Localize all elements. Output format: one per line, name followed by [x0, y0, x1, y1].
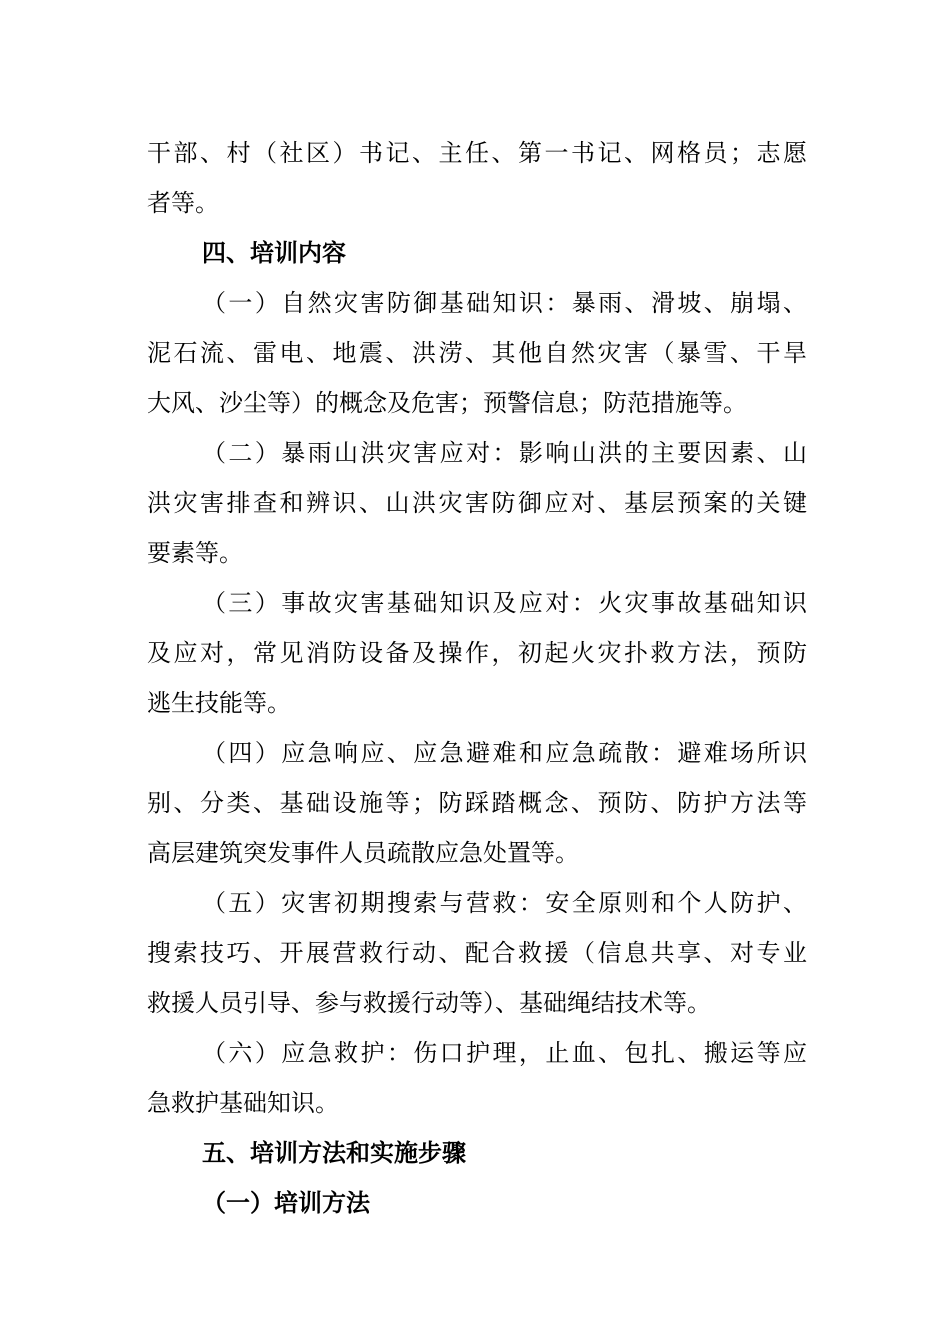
- section-heading: [147, 228, 807, 278]
- body-paragraph: [147, 1028, 807, 1128]
- paragraph-line: 要素等。: [147, 539, 243, 567]
- heading-text: 五、培训方法和实施步骤: [202, 1139, 466, 1167]
- document-page: [147, 128, 807, 1228]
- paragraph-line: （五）灾害初期搜索与营救：安全原则和个人防护、: [202, 889, 807, 917]
- body-paragraph: [147, 128, 807, 228]
- paragraph-line: 泥石流、雷电、地震、洪涝、其他自然灾害（暴雪、干旱: [147, 339, 807, 367]
- paragraph-line: 大风、沙尘等）的概念及危害；预警信息；防范措施等。: [147, 389, 747, 417]
- paragraph-line: 救援人员引导、参与救援行动等）、基础绳结技术等。: [147, 989, 711, 1017]
- body-paragraph: [147, 278, 807, 428]
- paragraph-line: 及应对，常见消防设备及操作，初起火灾扑救方法，预防: [147, 639, 807, 667]
- body-paragraph: [147, 878, 807, 1028]
- paragraph-line: 急救护基础知识。: [147, 1089, 339, 1117]
- paragraph-line: 者等。: [147, 189, 219, 217]
- paragraph-line: 高层建筑突发事件人员疏散应急处置等。: [147, 839, 579, 867]
- body-paragraph: [147, 578, 807, 728]
- paragraph-line: （六）应急救护：伤口护理，止血、包扎、搬运等应: [202, 1039, 807, 1067]
- body-paragraph: [147, 428, 807, 578]
- paragraph-line: （三）事故灾害基础知识及应对：火灾事故基础知识: [202, 589, 807, 617]
- paragraph-line: 别、分类、基础设施等；防踩踏概念、预防、防护方法等: [147, 789, 807, 817]
- paragraph-line: 搜索技巧、开展营救行动、配合救援（信息共享、对专业: [147, 939, 807, 967]
- paragraph-line: （二）暴雨山洪灾害应对：影响山洪的主要因素、山: [202, 439, 807, 467]
- section-heading: [147, 1128, 807, 1178]
- paragraph-line: （四）应急响应、应急避难和应急疏散：避难场所识: [202, 739, 807, 767]
- paragraph-line: 逃生技能等。: [147, 689, 291, 717]
- body-paragraph: [147, 728, 807, 878]
- section-heading: [147, 1178, 807, 1228]
- paragraph-line: 干部、村（社区）书记、主任、第一书记、网格员；志愿: [147, 139, 807, 167]
- heading-text: 四、培训内容: [202, 239, 346, 267]
- heading-text: （一）培训方法: [202, 1189, 370, 1217]
- paragraph-line: 洪灾害排查和辨识、山洪灾害防御应对、基层预案的关键: [147, 489, 807, 517]
- paragraph-line: （一）自然灾害防御基础知识：暴雨、滑坡、崩塌、: [202, 289, 807, 317]
